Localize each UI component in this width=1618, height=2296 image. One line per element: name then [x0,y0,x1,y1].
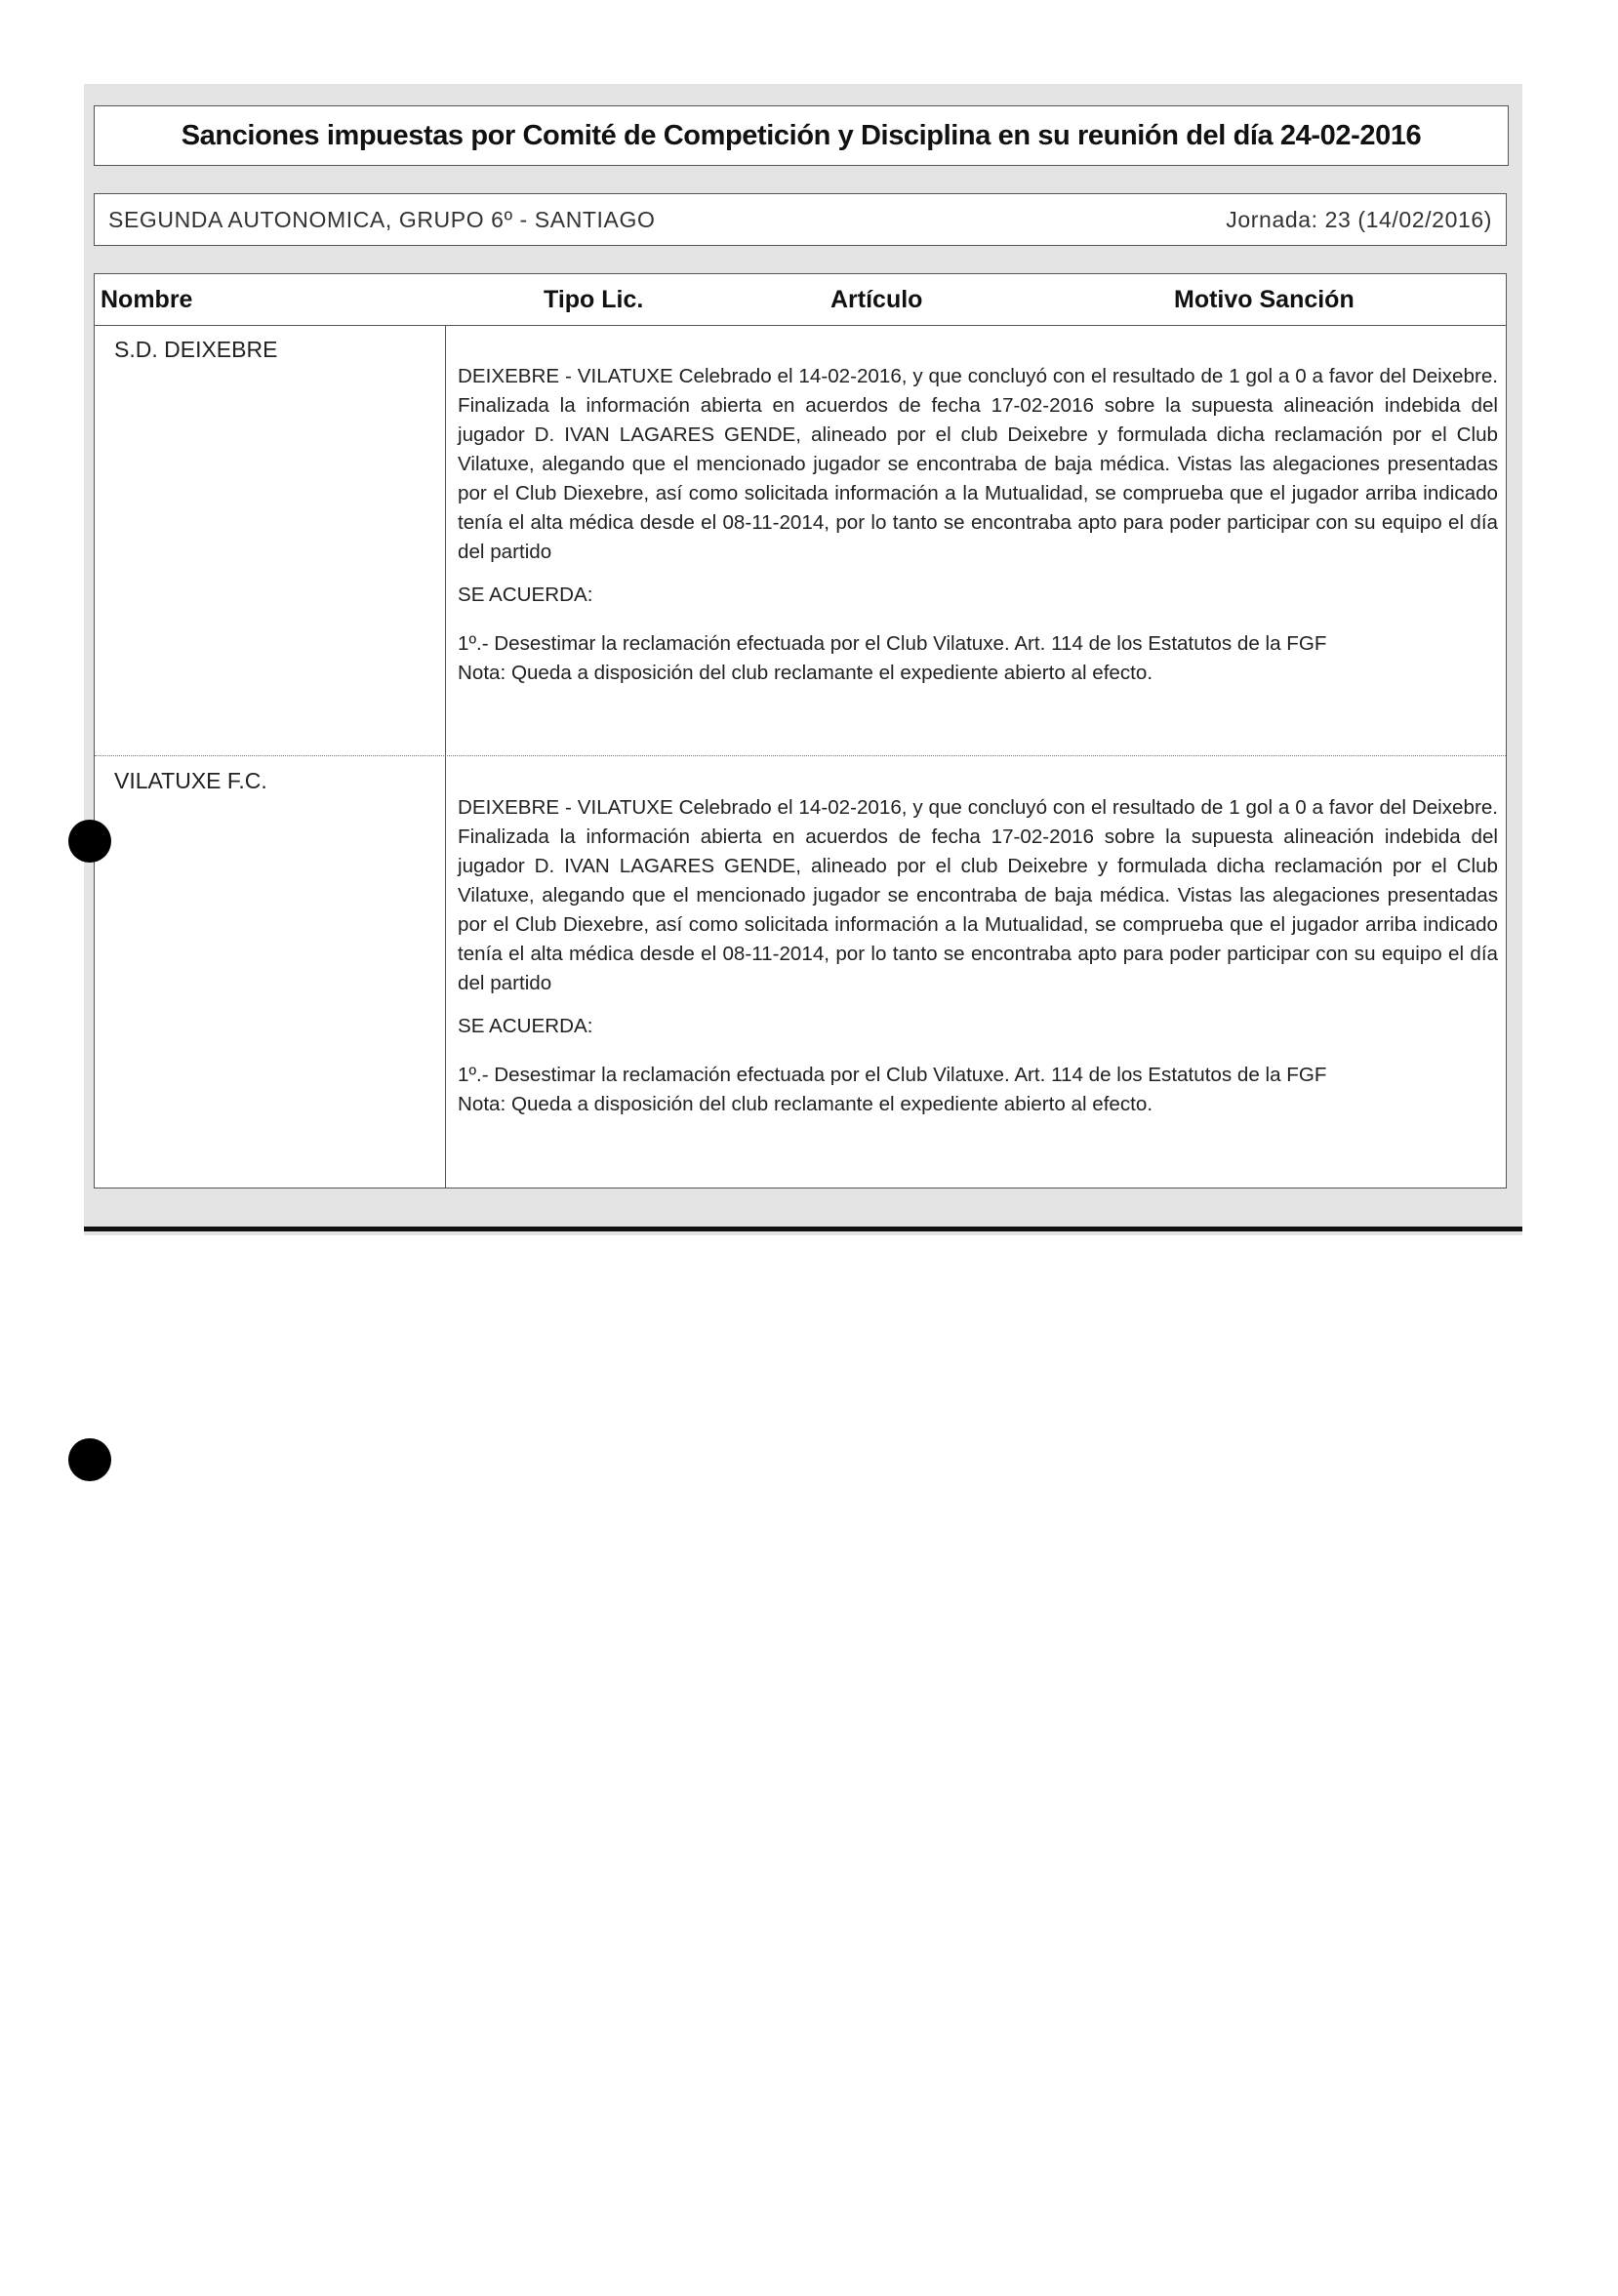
acuerda-label: SE ACUERDA: [458,584,593,606]
frame-bottom-rule [84,1227,1522,1231]
competition-name: SEGUNDA AUTONOMICA, GRUPO 6º - SANTIAGO [108,206,656,232]
header-nombre: Nombre [101,286,193,313]
punch-hole-mark [68,820,111,863]
club-name: S.D. DEIXEBRE [95,325,446,755]
sanctions-table [94,273,1507,1188]
nota-text: Nota: Queda a disposición del club reclamante el expediente abierto al efecto. [458,1093,1153,1115]
punch-hole-mark [68,1438,111,1481]
motivo-cell [446,325,1506,755]
header-articulo: Artículo [830,286,923,313]
motivo-text: DEIXEBRE - VILATUXE Celebrado el 14-02-2016, y que concluyó con el resultado de 1 gol a 0 a favor del Deixebre. Finalizada la información abierta en acuerdos de fecha 17-02-2016 sobre la supuesta alineación indebida del jugador D. IVAN LAGARES GENDE, alineado por el club Deixebre y formulada dicha reclamación por el Club Vilatuxe, alegando que el mencionado jugador se encontraba de baja médica. Vistas las alegaciones presentadas por el Club Diexebre, así como solicitada información a la Mutualidad, se comprueba que el jugador arriba indicado tenía el alta médica desde el 08-11-2014, por lo tanto se encontraba apto para poder participar con su equipo el día del partido [458,365,1498,563]
club-name: VILATUXE F.C. [95,756,446,1188]
jornada-label: Jornada: 23 (14/02/2016) [1226,206,1492,232]
table-row [95,756,1506,1188]
table-row [95,325,1506,756]
header-motivo: Motivo Sanción [1174,286,1355,313]
acuerda-label: SE ACUERDA: [458,1015,593,1037]
motivo-cell [446,756,1506,1188]
motivo-text: DEIXEBRE - VILATUXE Celebrado el 14-02-2016, y que concluyó con el resultado de 1 gol a 0 a favor del Deixebre. Finalizada la información abierta en acuerdos de fecha 17-02-2016 sobre la supuesta alineación indebida del jugador D. IVAN LAGARES GENDE, alineado por el club Deixebre y formulada dicha reclamación por el Club Vilatuxe, alegando que el mencionado jugador se encontraba de baja médica. Vistas las alegaciones presentadas por el Club Diexebre, así como solicitada información a la Mutualidad, se comprueba que el jugador arriba indicado tenía el alta médica desde el 08-11-2014, por lo tanto se encontraba apto para poder participar con su equipo el día del partido [458,796,1498,994]
page-title: Sanciones impuestas por Comité de Competición y Disciplina en su reunión del día 24-02-2016 [94,105,1509,166]
table-header [95,274,1506,326]
decision-text: 1º.- Desestimar la reclamación efectuada por el Club Vilatuxe. Art. 114 de los Estatutos de la FGF [458,632,1327,655]
nota-text: Nota: Queda a disposición del club reclamante el expediente abierto al efecto. [458,662,1153,684]
header-tipo-lic: Tipo Lic. [544,286,644,313]
competition-header [94,193,1507,246]
decision-text: 1º.- Desestimar la reclamación efectuada por el Club Vilatuxe. Art. 114 de los Estatutos de la FGF [458,1064,1327,1086]
